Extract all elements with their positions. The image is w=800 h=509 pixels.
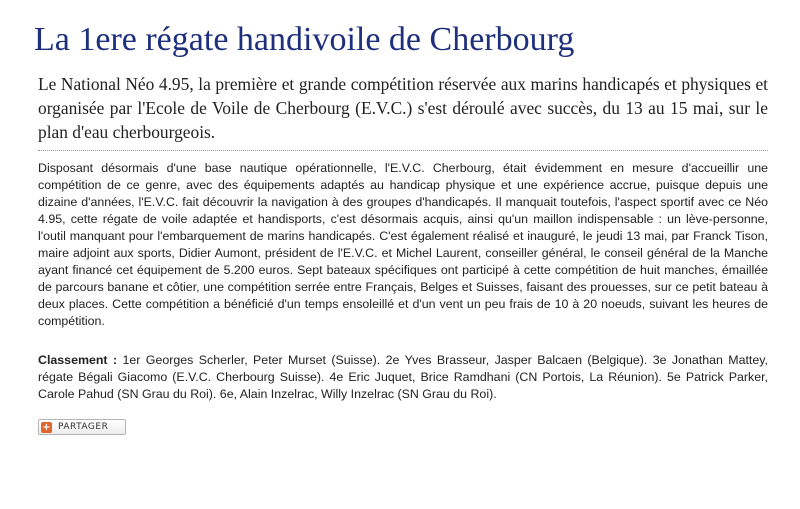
article-body: Disposant désormais d'une base nautique opérationnelle, l'E.V.C. Cherbourg, était évidemment en mesure d'accueillir une compétition de ce genre, avec des équipements adaptés au handicap physique et une expérience accrue, puisque depuis une dizaine d'années, l'E.V.C. fait découvrir la navigation à des groupes d'handicapés. Il manquait toutefois, l'aspect sportif avec ce Néo 4.95, cette régate de voile adaptée et handisports, c'est désormais acquis, ainsi qu'un maillon indispensable : un lève-personne, l'outil manquant pour l'embarquement de marins handicapés. C'est également réalisé et inauguré, le jeudi 13 mai, par Franck Tison, maire adjoint aux sports, Didier Aumont, président de l'E.V.C. et Michel Laurent, conseiller général, le conseil général de la Manche ayant financé cet équipement de 5.200 euros. Sept bateaux spécifiques ont participé à cette compétition de huit manches, émaillée de parcours banane et côtier, une compétition serrée entre Français, Belges et Suisses, faisant des prouesses, sur ce petit bateau à deux places. Cette compétition a bénéficié d'un temps ensoleillé et d'un vent un peu frais de 10 à 20 noeuds, suivant les heures de compétition. (38, 161, 768, 328)
article-lead: Le National Néo 4.95, la première et grande compétition réservée aux marins handicapés et physiques et organisée par l'Ecole de Voile de Cherbourg (E.V.C.) s'est déroulé avec succès, du 13 au 15 mai, sur le plan d'eau cherbourgeois. (38, 74, 768, 142)
dotted-divider (38, 150, 768, 151)
ranking-paragraph (38, 352, 768, 403)
plus-icon: + (42, 421, 51, 433)
article-title: La 1ere régate handivoile de Cherbourg (34, 21, 575, 58)
ranking-label: Classement : (38, 353, 118, 367)
share-button[interactable] (38, 419, 126, 435)
share-label: PARTAGER (58, 422, 109, 432)
ranking-text: 1er Georges Scherler, Peter Murset (Suisse). 2e Yves Brasseur, Jasper Balcaen (Belgique). 3e Jonathan Mattey, régate Bégali Giacomo (E.V.C. Cherbourg Suisse). 4e Eric Juquet, Brice Ramdhani (CN Portois, La Réunion). 5e Patrick Parker, Carole Pahud (SN Grau du Roi). 6e, Alain Inzelrac, Willy Inzelrac (SN Grau du Roi). (38, 353, 768, 401)
